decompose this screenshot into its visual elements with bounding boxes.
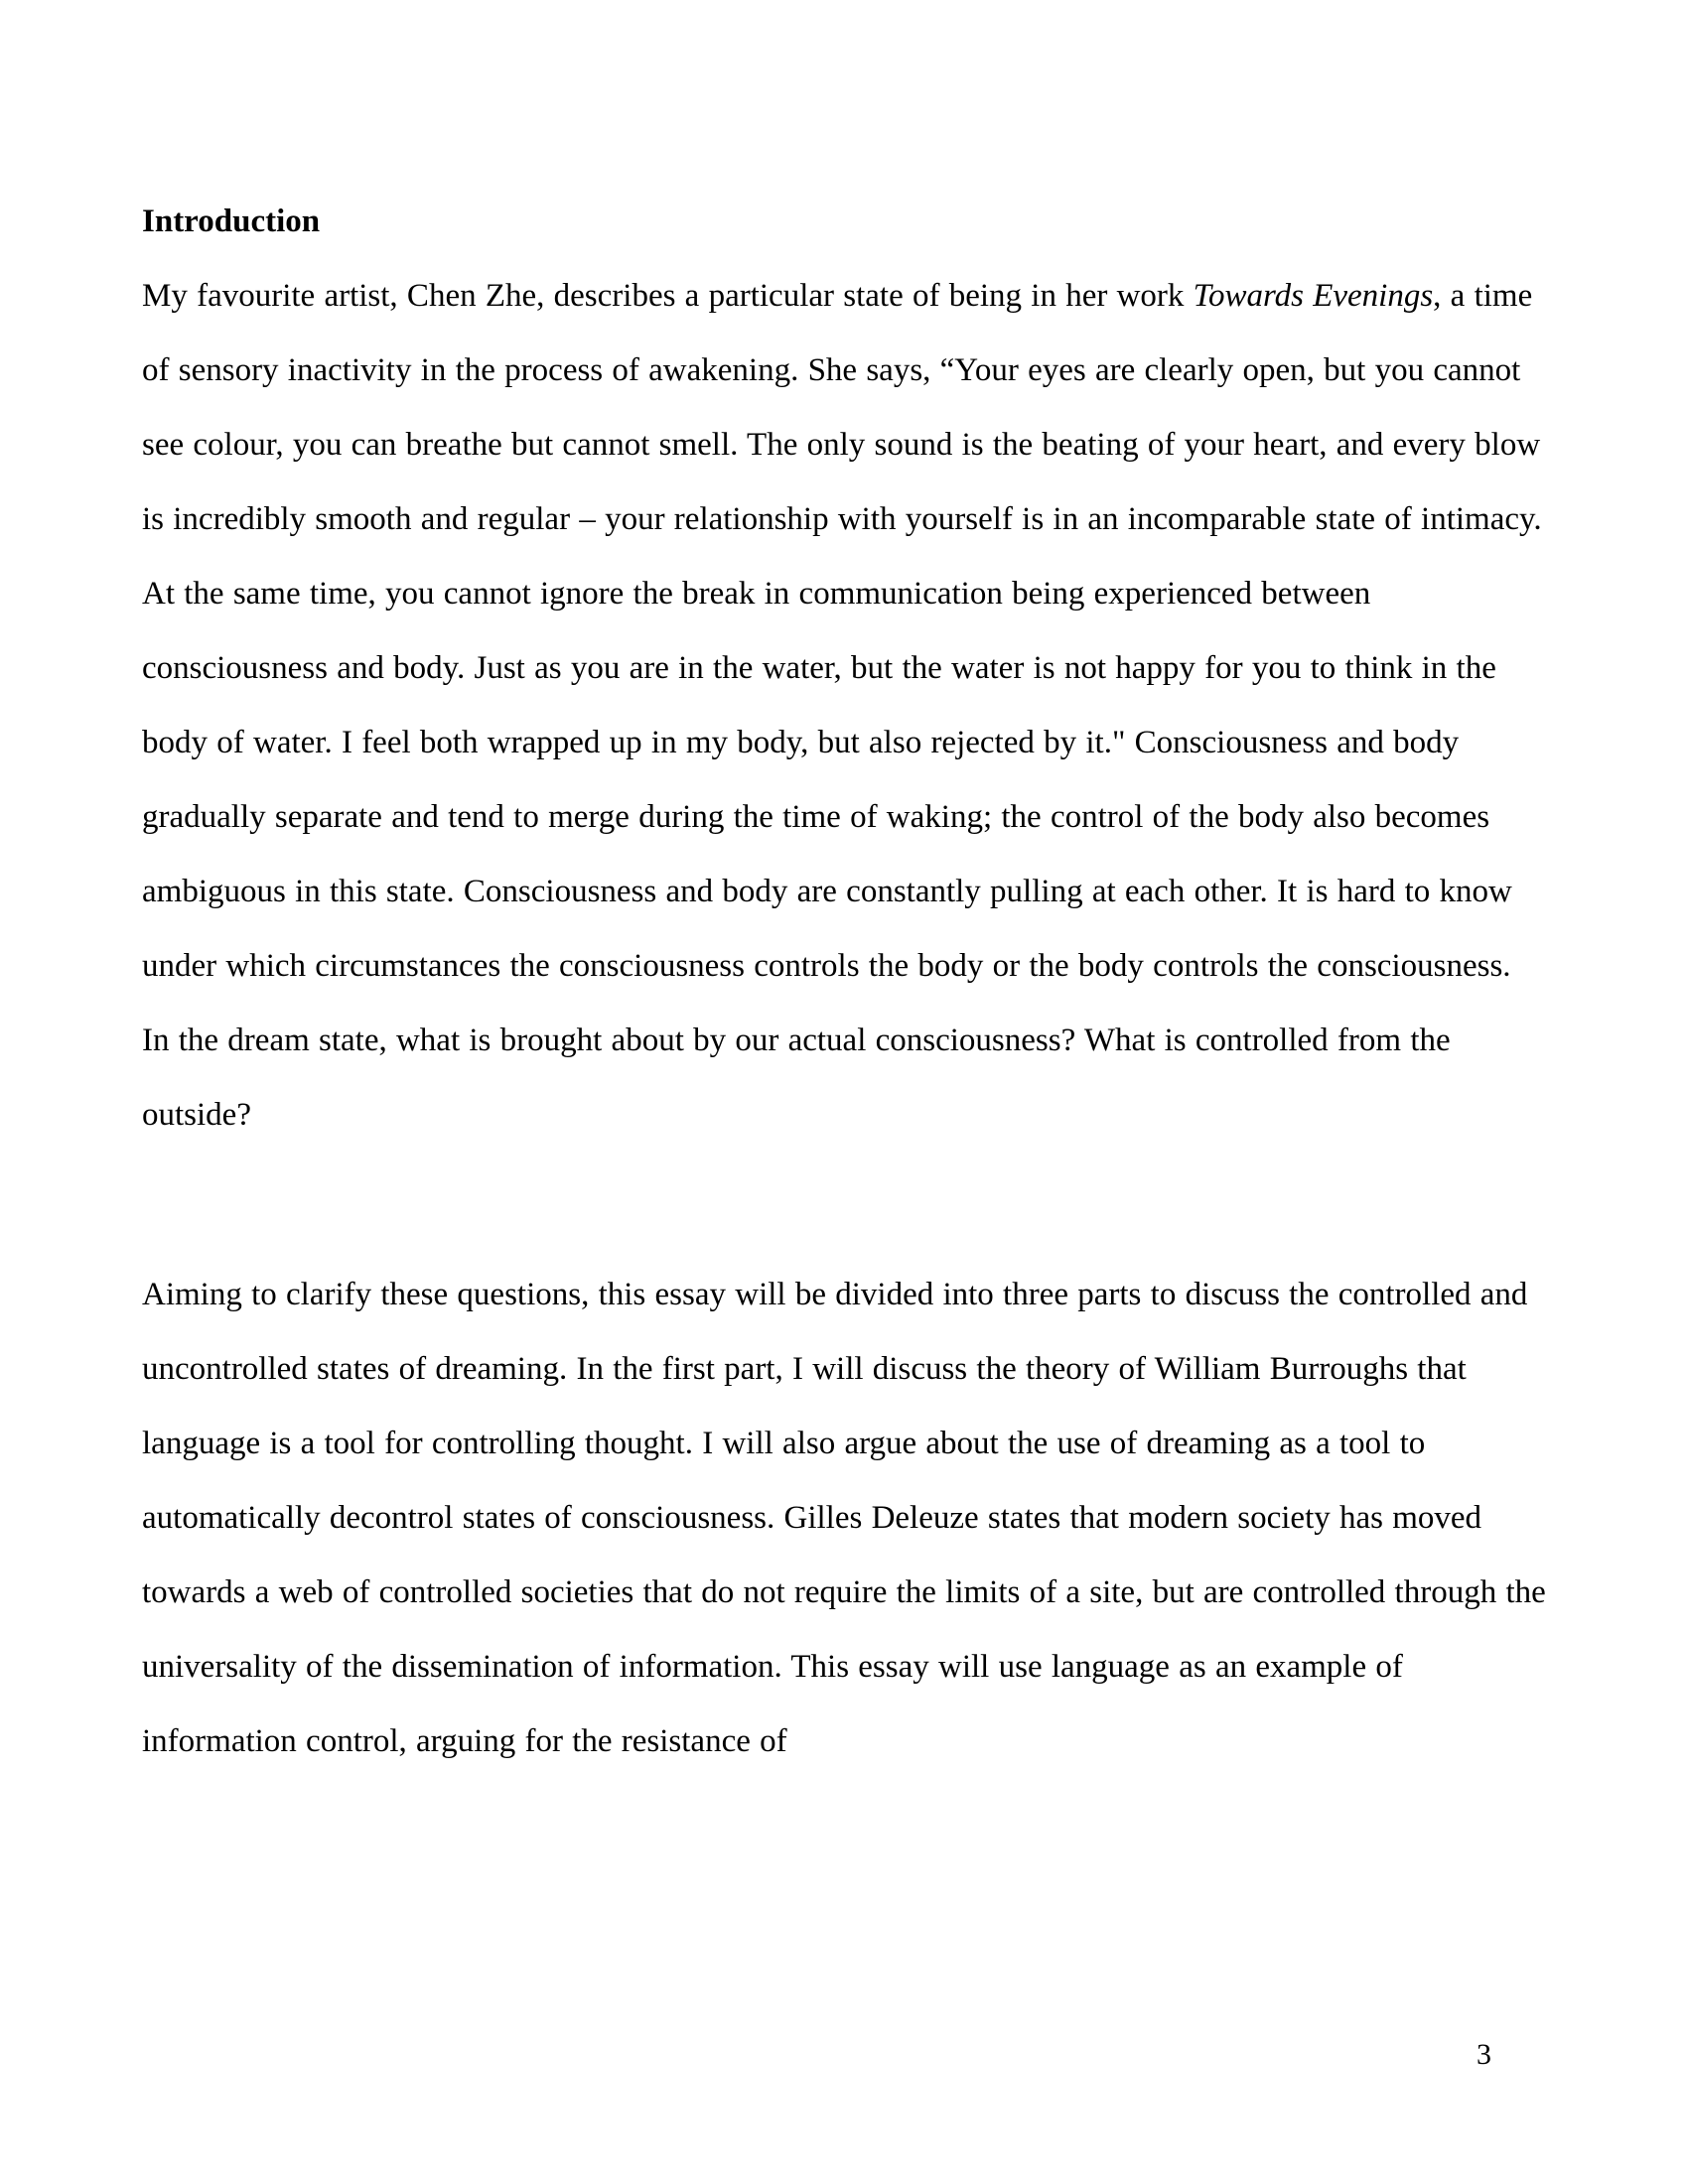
paragraph-intro [142, 259, 1547, 1153]
text-block [142, 185, 1547, 1779]
page-number: 3 [1477, 2038, 1491, 2071]
section-heading: Introduction [142, 204, 321, 239]
paragraph-intro-rest: , a time of sensory inactivity in the process of awakening. She says, “Your eyes are clearly open, but you cannot see colour, you can breathe but cannot smell. The only sound is the beating of your heart, and every blow is incredibly smooth and regular – your relationship with yourself is in an incomparable state of intimacy. At the same time, you cannot ignore the break in communication being experienced between consciousness and body. Just as you are in the water, but the water is not happy for you to think in the body of water. I feel both wrapped up in my body, but also rejected by it." Consciousness and body gradually separate and tend to merge during the time of waking; the control of the body also becomes ambiguous in this state. Consciousness and body are constantly pulling at each other. It is hard to know under which circumstances the consciousness controls the body or the body controls the consciousness. In the dream state, what is brought about by our actual consciousness? What is controlled from the outside? [142, 278, 1542, 1133]
artwork-title: Towards Evenings [1193, 278, 1434, 314]
paragraph-intro-lead: My favourite artist, Chen Zhe, describes a particular state of being in her work [142, 278, 1194, 314]
paragraph-essay-outline: Aiming to clarify these questions, this essay will be divided into three parts to discuss the controlled and uncontrolled states of dreaming. In the first part, I will discuss the theory of William Burroughs that language is a tool for controlling thought. I will also argue about the use of dreaming as a tool to automatically decontrol states of consciousness. Gilles Deleuze states that modern society has moved towards a web of controlled societies that do not require the limits of a site, but are controlled through the universality of the dissemination of information. This essay will use language as an example of information control, arguing for the resistance of [142, 1277, 1546, 1759]
